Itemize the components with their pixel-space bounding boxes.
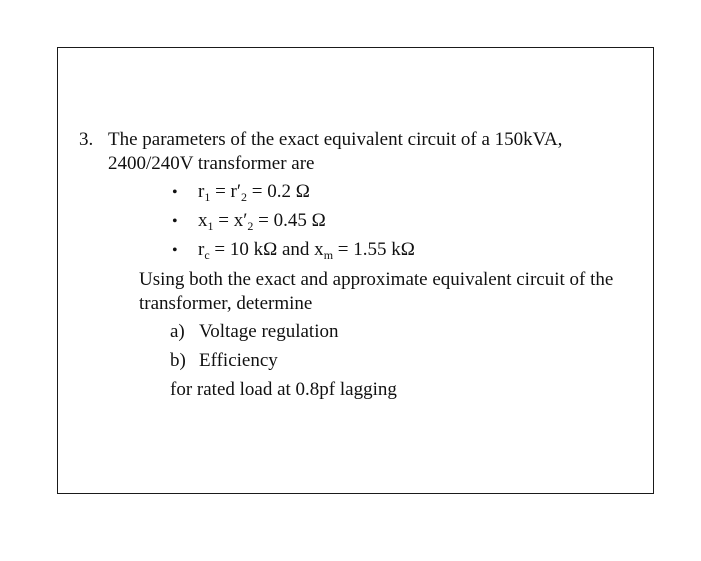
item-a-text: Voltage regulation (199, 321, 339, 342)
item-a-marker: a) (170, 321, 185, 342)
param-symbol: r (198, 181, 205, 202)
param-r1-r2 (198, 181, 310, 203)
param-symbol: x (198, 210, 208, 231)
param-subscript: 1 (207, 219, 214, 233)
param-equals: = r′ (210, 181, 242, 202)
param-value: = 0.45 Ω (253, 210, 326, 231)
item-b-text: Efficiency (199, 350, 278, 371)
instruction-line1: Using both the exact and approximate equivalent circuit of the (139, 269, 614, 290)
param-equals: = 10 kΩ and x (209, 239, 324, 260)
param-subscript: 1 (204, 190, 211, 204)
param-x1-x2 (198, 210, 326, 232)
param-rc-xm (198, 239, 415, 261)
param-subscript: 2 (241, 190, 248, 204)
instruction-line2: transformer, determine (139, 293, 313, 314)
problem-intro-line2: 2400/240V transformer are (108, 153, 315, 174)
param-value: = 0.2 Ω (247, 181, 310, 202)
param-subscript: c (204, 248, 210, 262)
param-subscript: 2 (247, 219, 254, 233)
param-equals: = x′ (213, 210, 248, 231)
problem-number: 3. (79, 129, 94, 150)
bullet-icon: • (172, 184, 178, 201)
condition-text: for rated load at 0.8pf lagging (170, 379, 397, 400)
bullet-icon: • (172, 242, 178, 259)
param-value: = 1.55 kΩ (333, 239, 415, 260)
problem-intro-line1: The parameters of the exact equivalent circuit of a 150kVA, (108, 129, 563, 150)
bullet-icon: • (172, 213, 178, 230)
param-symbol: r (198, 239, 205, 260)
item-b-marker: b) (170, 350, 186, 371)
param-subscript: m (323, 248, 334, 262)
